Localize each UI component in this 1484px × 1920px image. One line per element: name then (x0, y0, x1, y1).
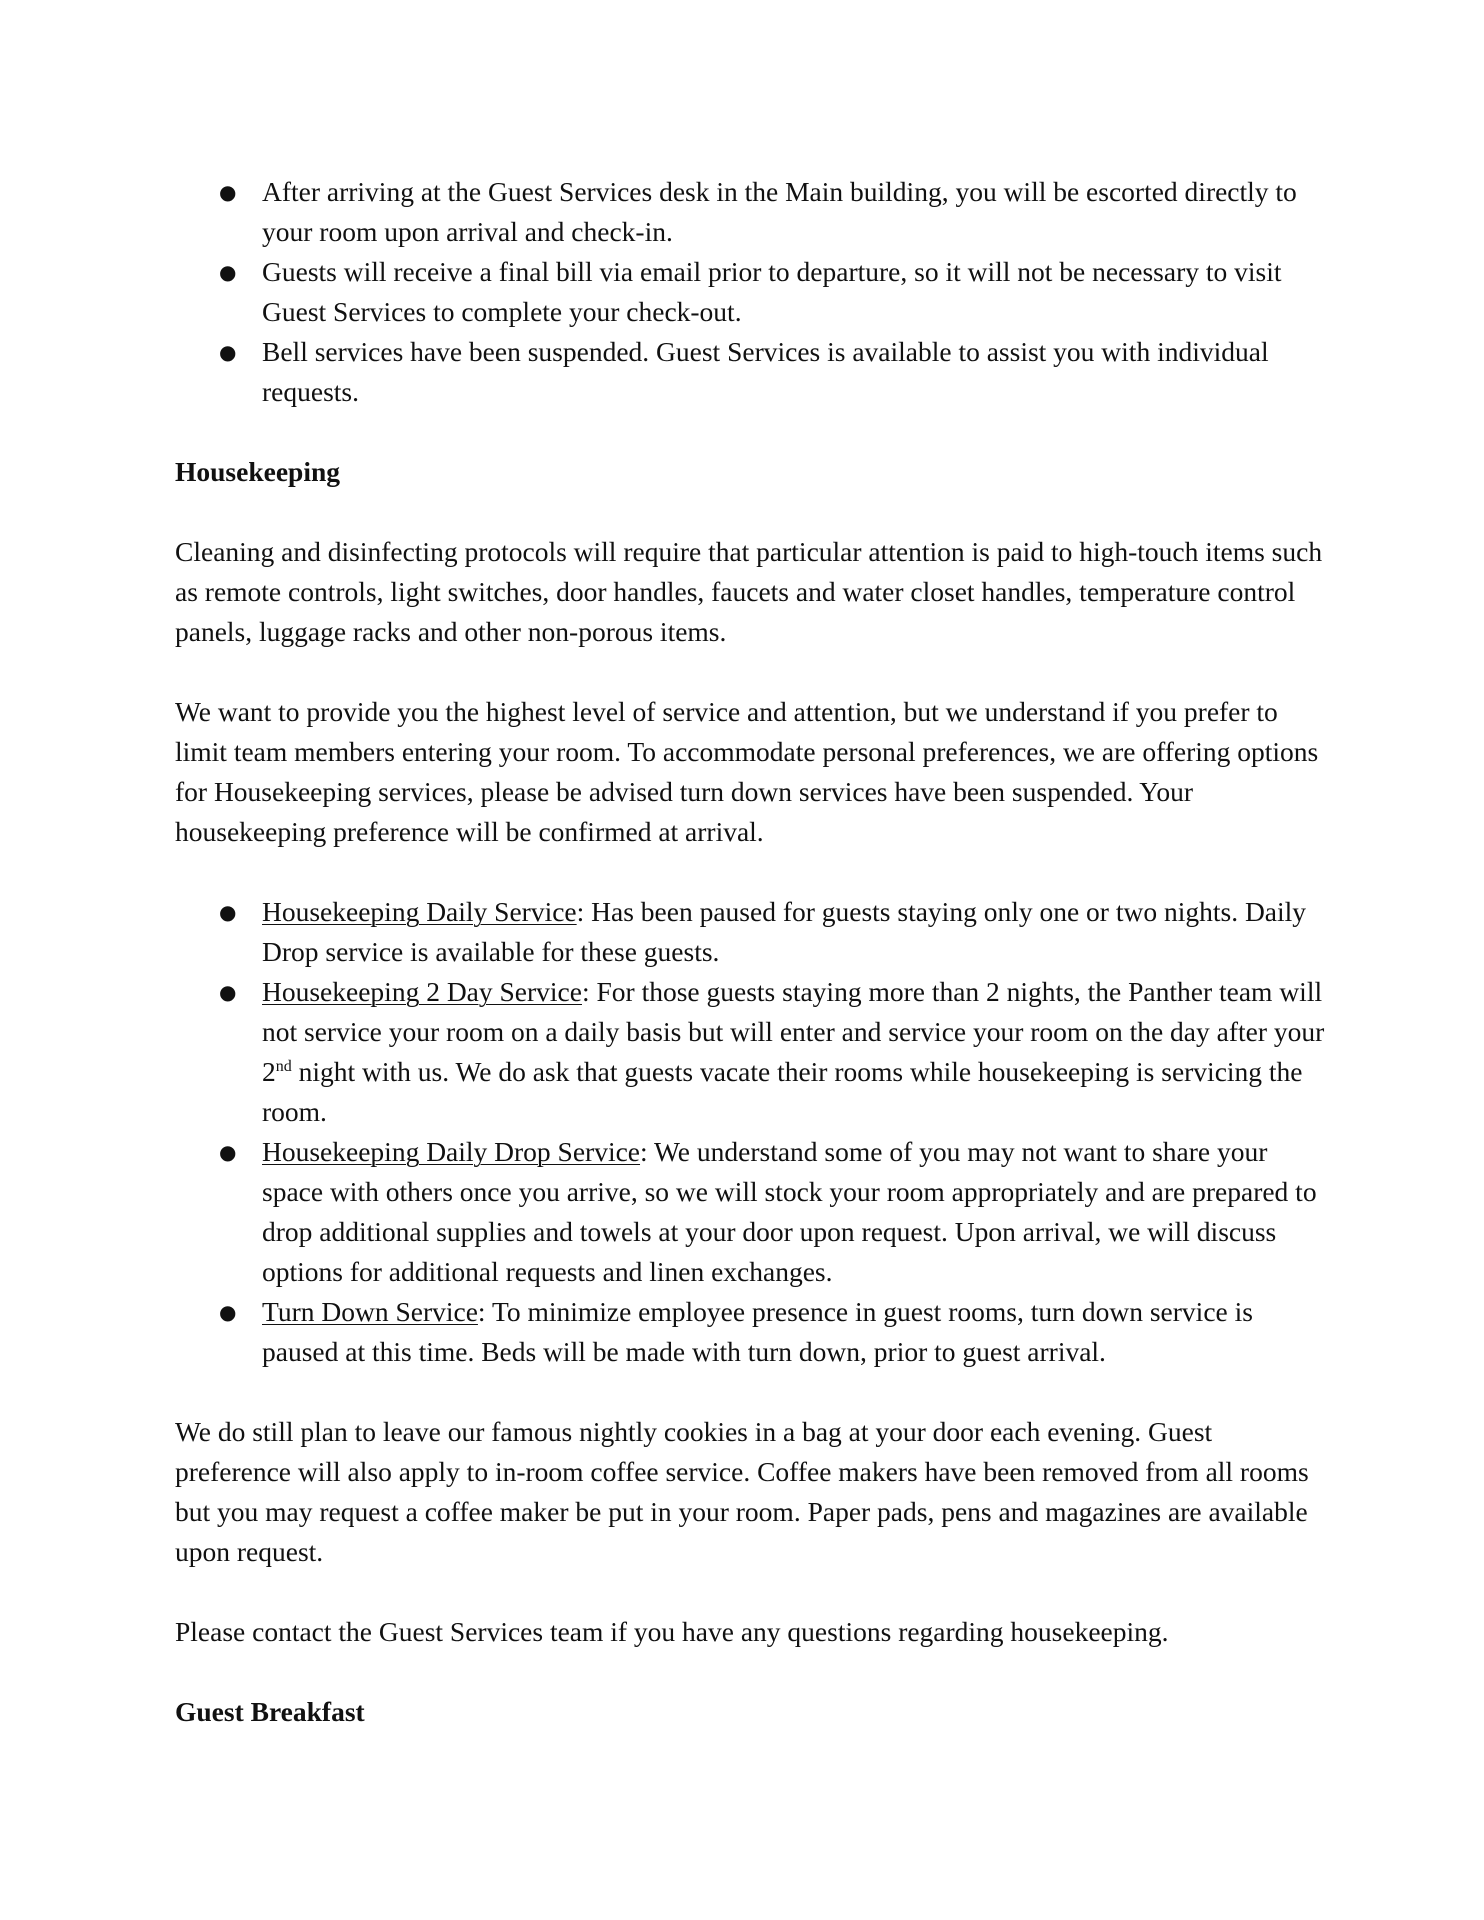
service-title: Housekeeping 2 Day Service (262, 976, 582, 1007)
list-item: ● Housekeeping 2 Day Service: For those guests staying more than 2 nights, the Panther team will not service your room on a daily basis but will enter and service your room on the day after your 2nd night with us. We do ask that guests vacate their rooms while housekeeping is servicing the room. (175, 972, 1325, 1132)
arrival-bullet-list (175, 172, 1325, 412)
list-item: ● Turn Down Service: To minimize employee presence in guest rooms, turn down service is paused at this time. Beds will be made with turn down, prior to guest arrival. (175, 1292, 1325, 1372)
guest-breakfast-heading: Guest Breakfast (175, 1696, 365, 1727)
bullet-icon: ● (219, 260, 237, 284)
list-item: ● Guests will receive a final bill via email prior to departure, so it will not be necessary to visit Guest Services to complete your check-out. (175, 252, 1325, 332)
bullet-icon: ● (219, 980, 237, 1004)
list-item: ● Housekeeping Daily Drop Service: We understand some of you may not want to share your space with others once you arrive, so we will stock your room appropriately and are prepared to drop additional supplies and towels at your door upon request. Upon arrival, we will discuss options for additional requests and linen exchanges. (175, 1132, 1325, 1292)
housekeeping-preferences-paragraph: We want to provide you the highest level of service and attention, but we understand if you prefer to limit team members entering your room. To accommodate personal preferences, we are offering options for Housekeeping services, please be advised turn down services have been suspended. Your housekeeping preference will be confirmed at arrival. (175, 696, 1319, 847)
ordinal-suffix: nd (275, 1057, 292, 1075)
housekeeping-protocols-paragraph: Cleaning and disinfecting protocols will require that particular attention is paid to high-touch items such as remote controls, light switches, door handles, faucets and water closet handles, temperature control panels, luggage racks and other non-porous items. (175, 536, 1323, 647)
housekeeping-heading: Housekeeping (175, 456, 341, 487)
housekeeping-services-list (175, 892, 1325, 1372)
bullet-icon: ● (219, 1300, 237, 1324)
contact-paragraph: Please contact the Guest Services team if you have any questions regarding housekeeping. (175, 1616, 1169, 1647)
service-title: Turn Down Service (262, 1296, 478, 1327)
bullet-icon: ● (219, 340, 237, 364)
cookies-coffee-paragraph: We do still plan to leave our famous nightly cookies in a bag at your door each evening. Guest preference will also apply to in-room coffee service. Coffee makers have been removed from all rooms but you may request a coffee maker be put in your room. Paper pads, pens and magazines are available upon request. (175, 1416, 1309, 1567)
bullet-icon: ● (219, 900, 237, 924)
service-title: Housekeeping Daily Drop Service (262, 1136, 641, 1167)
list-item: ● Bell services have been suspended. Guest Services is available to assist you with individual requests. (175, 332, 1325, 412)
service-title: Housekeeping Daily Service (262, 896, 577, 927)
bullet-icon: ● (219, 180, 237, 204)
document-body (175, 172, 1325, 1732)
bullet-icon: ● (219, 1140, 237, 1164)
list-item: ● Housekeeping Daily Service: Has been paused for guests staying only one or two nights. Daily Drop service is available for these guests. (175, 892, 1325, 972)
list-item: ● After arriving at the Guest Services desk in the Main building, you will be escorted directly to your room upon arrival and check-in. (175, 172, 1325, 252)
